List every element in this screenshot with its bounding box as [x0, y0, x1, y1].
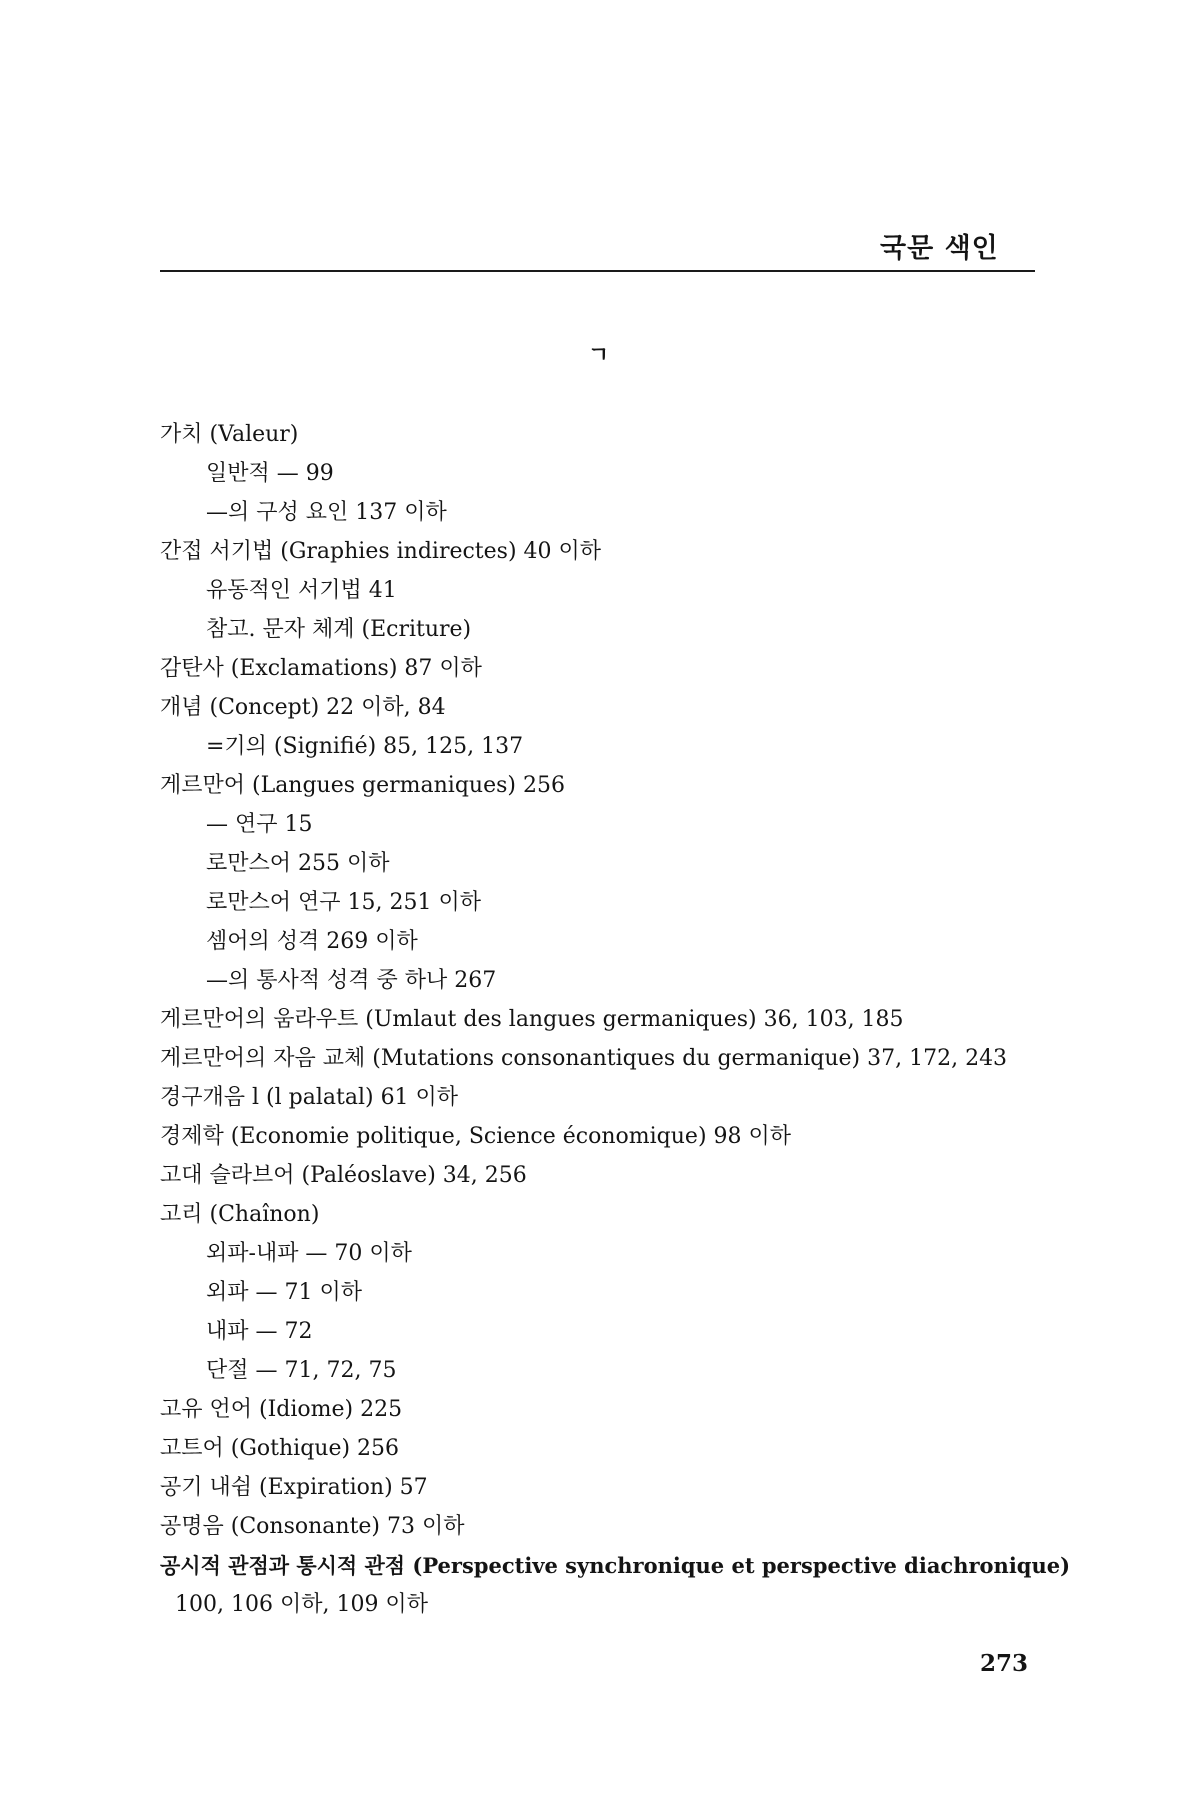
index-subentry: — 연구 15 [206, 812, 313, 837]
index-entry: 고리 (Chaînon) [160, 1202, 320, 1227]
index-entry: 간접 서기법 (Graphies indirectes) 40 이하 [160, 539, 602, 564]
page-header-title: 국문 색인 [880, 233, 999, 264]
section-letter: ㄱ [588, 343, 610, 368]
index-subentry: 셈어의 성격 269 이하 [206, 929, 418, 954]
index-entry: 고대 슬라브어 (Paléoslave) 34, 256 [160, 1163, 527, 1188]
index-entry: 공시적 관점과 통시적 관점 (Perspective synchronique et perspective diachronique) [160, 1553, 1071, 1578]
index-subentry: 참고. 문자 체계 (Ecriture) [206, 617, 472, 642]
index-subentry: 외파 — 71 이하 [206, 1280, 362, 1305]
header-rule [160, 270, 1035, 272]
page-number: 273 [980, 1650, 1029, 1677]
index-subentry: —의 통사적 성격 중 하나 267 [206, 968, 497, 993]
index-entry: 경제학 (Economie politique, Science économique) 98 이하 [160, 1124, 792, 1149]
index-subentry: 단절 — 71, 72, 75 [206, 1358, 397, 1383]
index-entries [160, 415, 1071, 1624]
index-subentry: —의 구성 요인 137 이하 [206, 500, 447, 525]
index-entry: 개념 (Concept) 22 이하, 84 [160, 695, 446, 720]
index-entry: 게르만어 (Langues germaniques) 256 [160, 773, 565, 798]
index-entry: 게르만어의 자음 교체 (Mutations consonantiques du germanique) 37, 172, 243 [160, 1046, 1008, 1071]
index-subentry: 일반적 — 99 [206, 461, 334, 486]
index-subentry: 로만스어 연구 15, 251 이하 [206, 890, 481, 915]
index-entry: 공명음 (Consonante) 73 이하 [160, 1514, 465, 1539]
index-entry: 고유 언어 (Idiome) 225 [160, 1397, 403, 1422]
index-entry: 가치 (Valeur) [160, 422, 299, 447]
index-subentry: 유동적인 서기법 41 [206, 578, 397, 603]
index-subentry: 외파-내파 — 70 이하 [206, 1241, 412, 1266]
index-subentry: 내파 — 72 [206, 1319, 313, 1344]
index-entry-continuation: 100, 106 이하, 109 이하 [175, 1592, 428, 1617]
index-entry: 고트어 (Gothique) 256 [160, 1436, 400, 1461]
index-subentry: 로만스어 255 이하 [206, 851, 390, 876]
index-entry: 감탄사 (Exclamations) 87 이하 [160, 656, 482, 681]
index-entry: 공기 내쉼 (Expiration) 57 [160, 1475, 428, 1500]
index-entry: 게르만어의 움라우트 (Umlaut des langues germaniques) 36, 103, 185 [160, 1007, 904, 1032]
index-entry: 경구개음 l (l palatal) 61 이하 [160, 1085, 459, 1110]
index-subentry: =기의 (Signifié) 85, 125, 137 [206, 734, 524, 759]
